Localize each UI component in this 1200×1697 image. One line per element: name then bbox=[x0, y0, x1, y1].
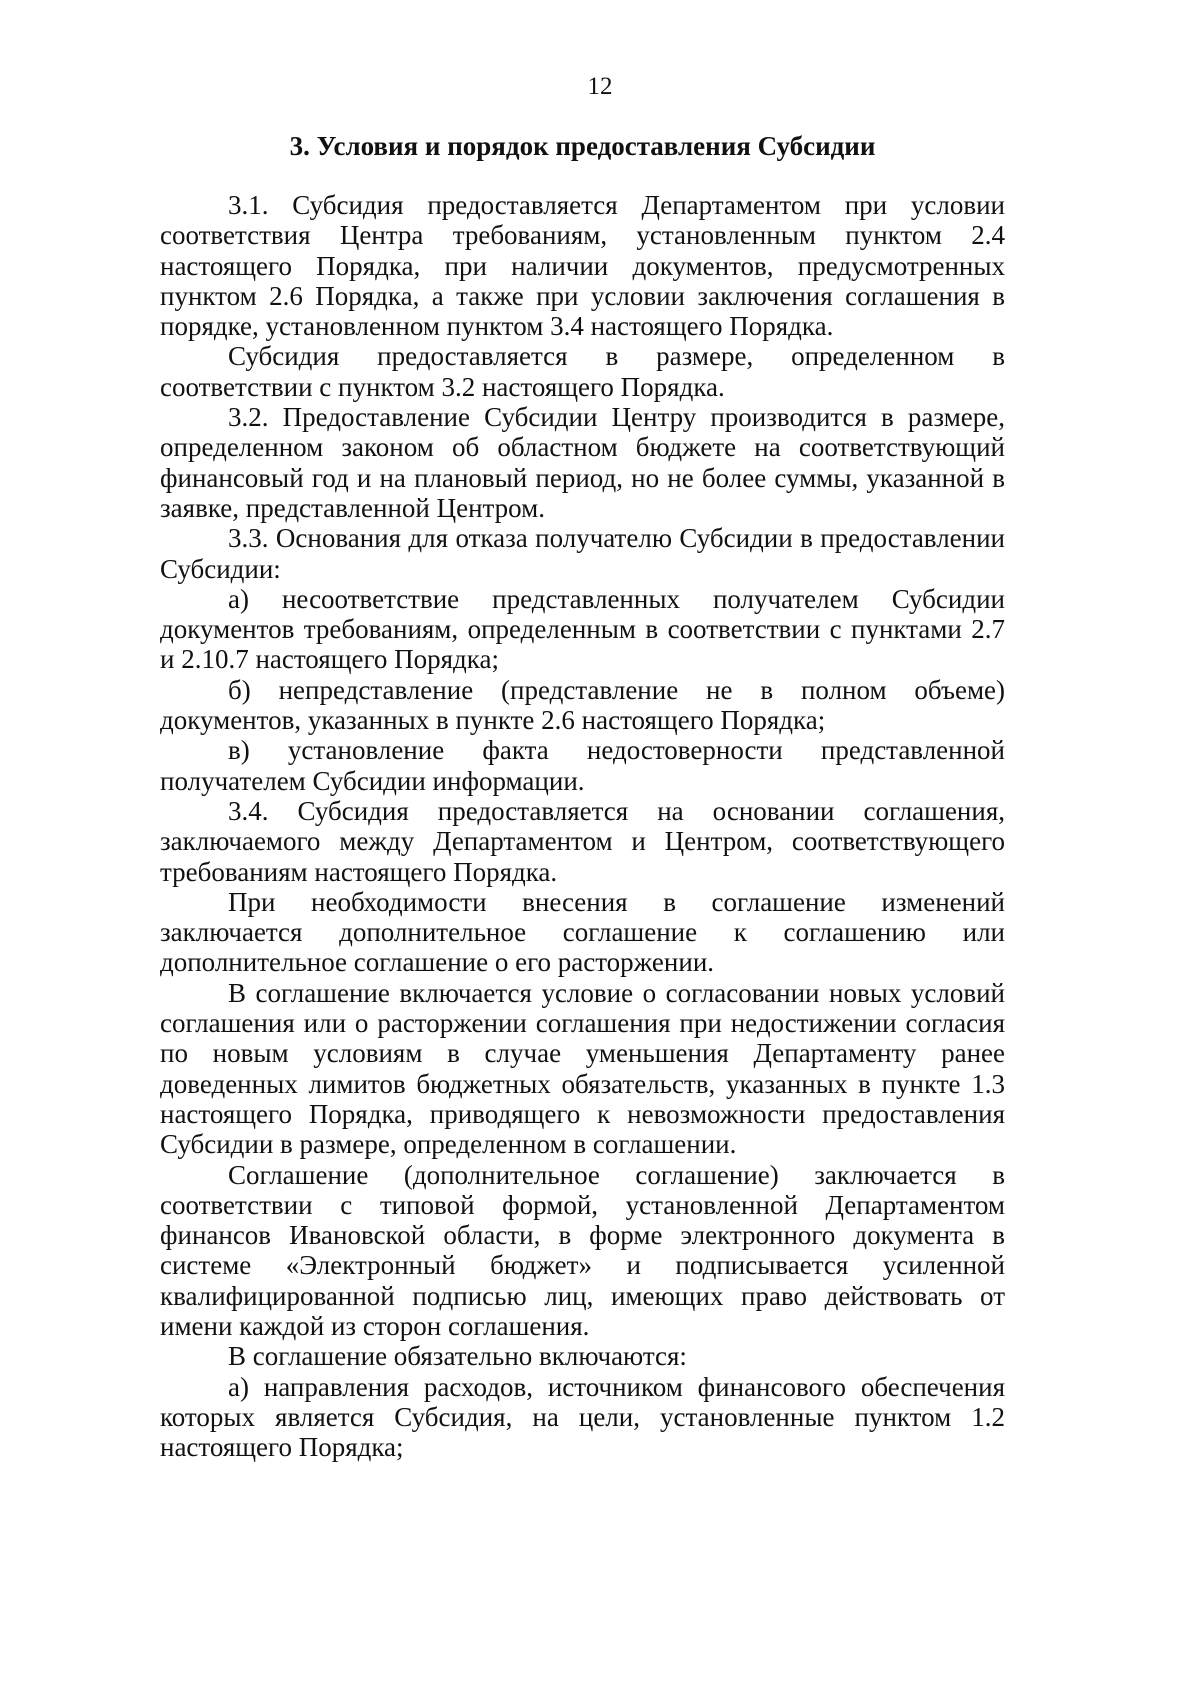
paragraph-agreement-form: Соглашение (дополнительное соглашение) заключается в соответствии с типовой формой, установленной Департаментом финансов Ивановской области, в форме электронного документа в системе «Электронный бюджет» и подписывается усиленной квалифицированной подписью лиц, имеющих право действовать от имени каждой из сторон соглашения. bbox=[160, 1159, 1005, 1341]
paragraph-mandatory-terms: В соглашение обязательно включаются: bbox=[228, 1341, 687, 1372]
paragraph-3-2: 3.2. Предоставление Субсидии Центру производится в размере, определенном законом об областном бюджете на соответствующий финансовый год и на плановый период, но не более суммы, указанной в заявке, представленной Центром. bbox=[160, 402, 1005, 523]
paragraph-additional-agreement: При необходимости внесения в соглашение изменений заключается дополнительное соглашение к соглашению или дополнительное соглашение о его расторжении. bbox=[160, 886, 1005, 978]
paragraph-3-3-a: а) несоответствие представленных получателем Субсидии документов требованиям, определенным в соответствии с пунктами 2.7 и 2.10.7 настоящего Порядка; bbox=[160, 583, 1005, 675]
paragraph-3-3-b: б) непредставление (представление не в полном объеме) документов, указанных в пункте 2.6 настоящего Порядка; bbox=[160, 674, 1005, 736]
document-body bbox=[160, 190, 1005, 1462]
paragraph-3-3: 3.3. Основания для отказа получателю Субсидии в предоставлении Субсидии: bbox=[160, 523, 1005, 584]
paragraph-3-1: 3.1. Субсидия предоставляется Департаментом при условии соответствия Центра требованиям, установленным пунктом 2.4 настоящего Порядка, при наличии документов, предусмотренных пунктом 2.6 Порядка, а также при условии заключения соглашения в порядке, установленном пунктом 3.4 настоящего Порядка. bbox=[160, 190, 1005, 342]
page-number: 12 bbox=[587, 73, 613, 100]
section-title: 3. Условия и порядок предоставления Субсидии bbox=[289, 131, 876, 161]
paragraph-3-3-c: в) установление факта недостоверности представленной получателем Субсидии информации. bbox=[160, 735, 1005, 796]
paragraph-mandatory-terms-a: а) направления расходов, источником финансового обеспечения которых является Субсидия, на цели, установленные пунктом 1.2 настоящего Порядка; bbox=[160, 1371, 1005, 1463]
paragraph-subsidy-amount: Субсидия предоставляется в размере, определенном в соответствии с пунктом 3.2 настоящего Порядка. bbox=[160, 341, 1005, 402]
paragraph-new-conditions: В соглашение включается условие о согласовании новых условий соглашения или о расторжении соглашения при недостижении согласия по новым условиям в случае уменьшения Департаменту ранее доведенных лимитов бюджетных обязательств, указанных в пункте 1.3 настоящего Порядка, приводящего к невозможности предоставления Субсидии в размере, определенном в соглашении. bbox=[160, 977, 1005, 1160]
paragraph-3-4: 3.4. Субсидия предоставляется на основании соглашения, заключаемого между Департаментом и Центром, соответствующего требованиям настоящего Порядка. bbox=[160, 795, 1005, 887]
